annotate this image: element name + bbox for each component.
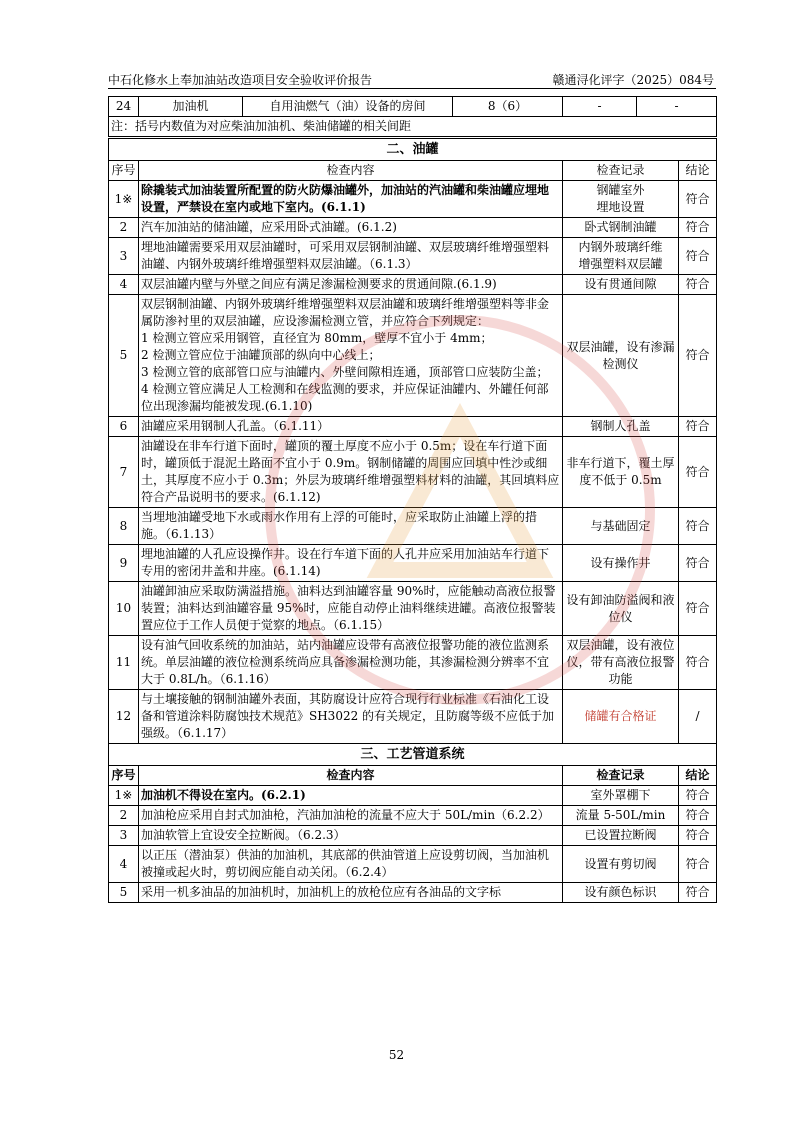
- table-row: [109, 218, 717, 238]
- table-row: [109, 181, 717, 218]
- pre-table: [109, 97, 717, 137]
- check-record: 钢制人孔盖: [563, 417, 679, 437]
- check-record: 设有颜色标识: [563, 883, 679, 903]
- inspection-table: [108, 96, 717, 137]
- row-number: 6: [109, 417, 139, 437]
- check-content: 除撬装式加油装置所配置的防火防爆油罐外，加油站的汽油罐和柴油罐应埋地设置，严禁设在室内或地下室内。(6.1.1): [139, 181, 563, 218]
- check-result: 符合: [679, 275, 717, 295]
- check-result: 符合: [679, 218, 717, 238]
- row-number: 4: [109, 275, 139, 295]
- row-number: 24: [109, 97, 139, 117]
- check-record: 内钢外玻璃纤维 增强塑料双层罐: [563, 238, 679, 275]
- table-row: [109, 826, 717, 846]
- check-result: 符合: [679, 181, 717, 218]
- distance-cell: 8（6）: [453, 97, 563, 117]
- report-number: 赣通浔化评字（2025）084号: [552, 73, 714, 87]
- header-no: 序号: [109, 766, 139, 786]
- table-row: [109, 690, 717, 744]
- row-number: 5: [109, 295, 139, 417]
- table-row: [109, 97, 717, 117]
- check-record: 设有贯通间隙: [563, 275, 679, 295]
- check-result: 符合: [679, 582, 717, 636]
- check-result: 符合: [679, 545, 717, 582]
- check-content: 加油软管上宜设安全拉断阀。（6.2.3）: [139, 826, 563, 846]
- check-record: 双层油罐，设有液位仪，带有高液位报警功能: [563, 636, 679, 690]
- tank-table: [108, 138, 717, 903]
- table-row: [109, 582, 717, 636]
- table-header-row: [109, 161, 717, 181]
- dash-cell: -: [637, 97, 717, 117]
- check-result: 符合: [679, 238, 717, 275]
- table-row: [109, 636, 717, 690]
- check-result: 符合: [679, 883, 717, 903]
- row-number: 2: [109, 218, 139, 238]
- header-content: 检查内容: [139, 161, 563, 181]
- check-record: 室外罩棚下: [563, 786, 679, 806]
- check-content: 双层油罐内壁与外壁之间应有满足渗漏检测要求的贯通间隙.(6.1.9): [139, 275, 563, 295]
- check-result: 符合: [679, 636, 717, 690]
- row-number: 2: [109, 806, 139, 826]
- check-content: 当埋地油罐受地下水或雨水作用有上浮的可能时，应采取防止油罐上浮的措施。（6.1.13）: [139, 508, 563, 545]
- header-no: 序号: [109, 161, 139, 181]
- table-row: [109, 275, 717, 295]
- check-content: 加油机不得设在室内。(6.2.1): [139, 786, 563, 806]
- row-number: 1※: [109, 786, 139, 806]
- check-result: 符合: [679, 826, 717, 846]
- table-row: [109, 417, 717, 437]
- table-row: [109, 238, 717, 275]
- check-result: 符合: [679, 786, 717, 806]
- target-cell: 自用油燃气（油）设备的房间: [243, 97, 453, 117]
- section-title: 三、工艺管道系统: [109, 744, 717, 766]
- table-row: [109, 806, 717, 826]
- check-content: 与土壤接触的钢制油罐外表面，其防腐设计应符合现行行业标准《石油化工设备和管道涂料防腐蚀技术规范》SH3022 的有关规定，且防腐等级不应低于加强级。（6.1.17）: [139, 690, 563, 744]
- table-row: [109, 545, 717, 582]
- check-record: 设有操作井: [563, 545, 679, 582]
- report-title: 中石化修水上奉加油站改造项目安全验收评价报告: [108, 73, 373, 87]
- page-header: [108, 70, 716, 89]
- row-number: 8: [109, 508, 139, 545]
- page-number: 52: [388, 1048, 405, 1062]
- check-result: /: [679, 690, 717, 744]
- check-result: 符合: [679, 437, 717, 508]
- section-title: 二、油罐: [109, 139, 717, 161]
- table-row: [109, 437, 717, 508]
- pipe-rows: [109, 786, 717, 903]
- row-number: 7: [109, 437, 139, 508]
- check-record: 与基础固定: [563, 508, 679, 545]
- row-number: 5: [109, 883, 139, 903]
- check-result: 符合: [679, 417, 717, 437]
- row-number: 3: [109, 826, 139, 846]
- check-content: 加油枪应采用自封式加油枪，汽油加油枪的流量不应大于 50L/min（6.2.2）: [139, 806, 563, 826]
- check-result: 符合: [679, 806, 717, 826]
- header-record: 检查记录: [563, 161, 679, 181]
- item-cell: 加油机: [139, 97, 243, 117]
- check-record: 设置有剪切阀: [563, 846, 679, 883]
- check-content: 油罐应采用钢制人孔盖。（6.1.11）: [139, 417, 563, 437]
- table-row: [109, 508, 717, 545]
- row-number: 9: [109, 545, 139, 582]
- check-content: 油罐卸油应采取防满溢措施。油料达到油罐容量 90%时，应能触动高液位报警装置；油料达到油罐容量 95%时，应能自动停止油料继续进罐。高液位报警装置应位于工作人员便于觉察的地点。（6.1.15）: [139, 582, 563, 636]
- check-record: 已设置拉断阀: [563, 826, 679, 846]
- header-result: 结论: [679, 161, 717, 181]
- table-row: [109, 846, 717, 883]
- header-result: 结论: [679, 766, 717, 786]
- check-result: 符合: [679, 846, 717, 883]
- tank-rows: [109, 181, 717, 744]
- check-content: 双层钢制油罐、内钢外玻璃纤维增强塑料双层油罐和玻璃纤维增强塑料等非金属防渗衬里的双层油罐，应设渗漏检测立管，并应符合下列规定： 1 检测立管应采用钢管，直径宜为 80mm，壁厚不宜小于 4mm； 2 检测立管应位于油罐顶部的纵向中心线上； 3 检测立管的底部管口应与油罐内、外壁间隙相连通，顶部管口应装防尘盖； 4 检测立管应满足人工检测和在线监测的要求，并应保证油罐内、外罐任何部位出现渗漏均能被发现.(6.1.10): [139, 295, 563, 417]
- check-content: 汽车加油站的储油罐，应采用卧式油罐。(6.1.2): [139, 218, 563, 238]
- check-record: 储罐有合格证: [563, 690, 679, 744]
- row-number: 11: [109, 636, 139, 690]
- check-content: 埋地油罐的人孔应设操作井。设在行车道下面的人孔井应采用加油站车行道下专用的密闭井盖和井座。(6.1.14): [139, 545, 563, 582]
- check-result: 符合: [679, 295, 717, 417]
- check-record: 设有卸油防溢阀和液位仪: [563, 582, 679, 636]
- check-content: 设有油气回收系统的加油站，站内油罐应设带有高液位报警功能的液位监测系统。单层油罐的液位检测系统尚应具备渗漏检测功能，其渗漏检测分辨率不宜大于 0.8L/h。（6.1.16）: [139, 636, 563, 690]
- row-number: 10: [109, 582, 139, 636]
- table-row: [109, 883, 717, 903]
- check-record: 卧式钢制油罐: [563, 218, 679, 238]
- dash-cell: -: [563, 97, 637, 117]
- row-number: 1※: [109, 181, 139, 218]
- table-note: 注：括号内数值为对应柴油加油机、柴油储罐的相关间距: [109, 117, 717, 137]
- check-content: 埋地油罐需要采用双层油罐时，可采用双层钢制油罐、双层玻璃纤维增强塑料油罐、内钢外玻璃纤维增强塑料双层油罐。（6.1.3）: [139, 238, 563, 275]
- check-record: 钢罐室外 埋地设置: [563, 181, 679, 218]
- table-row: [109, 295, 717, 417]
- check-record: 流量 5-50L/min: [563, 806, 679, 826]
- header-record: 检查记录: [563, 766, 679, 786]
- header-content: 检查内容: [139, 766, 563, 786]
- table-row: [109, 786, 717, 806]
- check-record: 非车行道下，覆土厚度不低于 0.5m: [563, 437, 679, 508]
- table-header-row: [109, 766, 717, 786]
- check-record: 双层油罐，设有渗漏检测仪: [563, 295, 679, 417]
- check-content: 采用一机多油品的加油机时，加油机上的放枪位应有各油品的文字标: [139, 883, 563, 903]
- check-result: 符合: [679, 508, 717, 545]
- row-number: 12: [109, 690, 139, 744]
- row-number: 4: [109, 846, 139, 883]
- row-number: 3: [109, 238, 139, 275]
- check-content: 以正压（潜油泵）供油的加油机，其底部的供油管道上应设剪切阀，当加油机被撞或起火时，剪切阀应能自动关闭。（6.2.4）: [139, 846, 563, 883]
- check-content: 油罐设在非车行道下面时，罐顶的覆土厚度不应小于 0.5m；设在车行道下面时，罐顶低于混泥土路面不宜小于 0.9m。钢制储罐的周围应回填中性沙或细土，其厚度不应小于 0.3m；外层为玻璃纤维增强塑料材料的油罐，其回填料应符合产品说明书的要求。(6.1.12): [139, 437, 563, 508]
